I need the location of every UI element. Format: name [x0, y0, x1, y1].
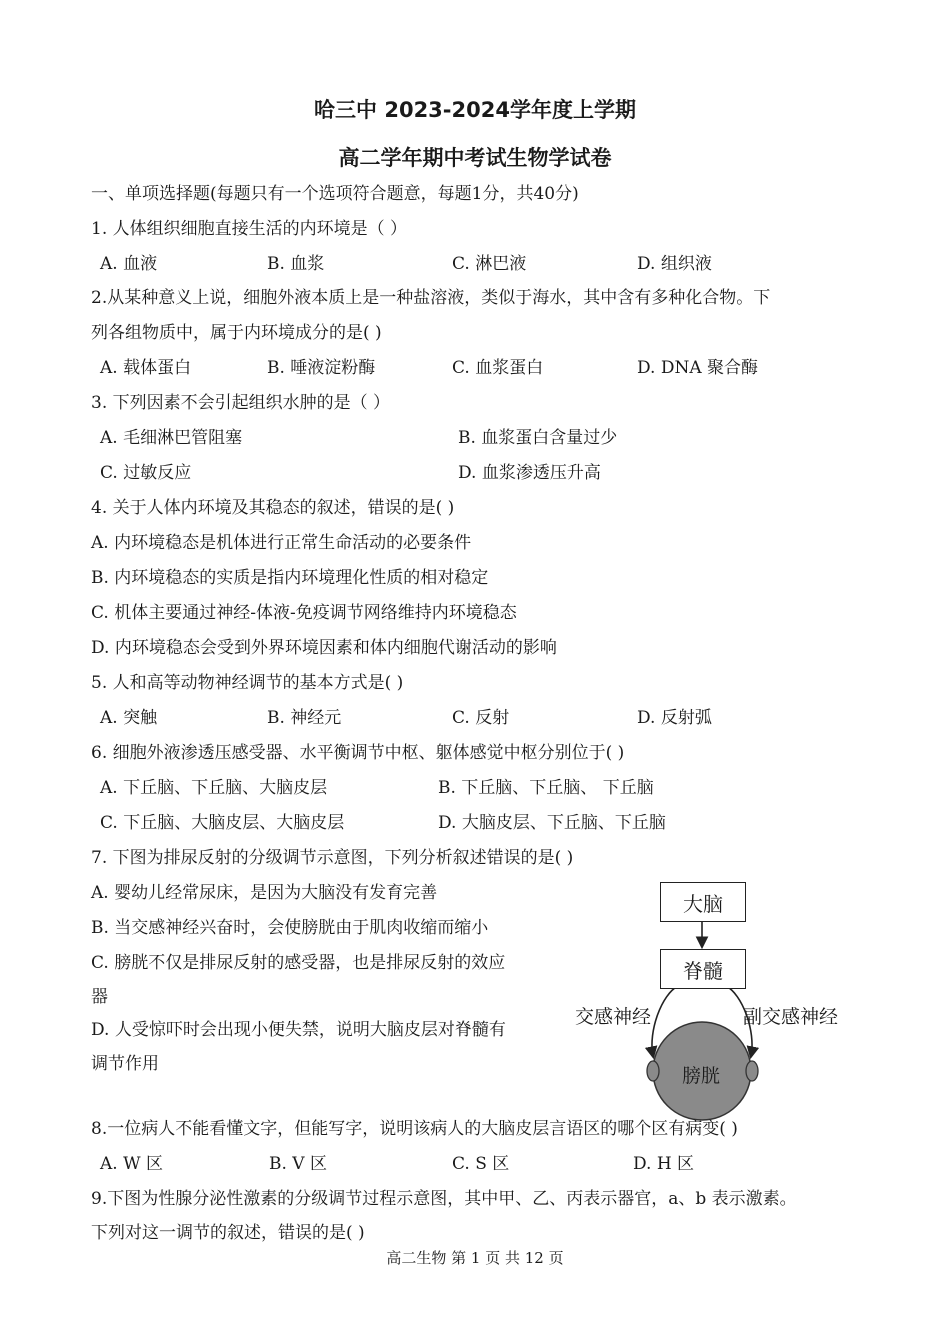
- q9-stem-line1: 9.下图为性腺分泌性激素的分级调节过程示意图，其中甲、乙、丙表示器官，a、b 表示激素。: [91, 1189, 797, 1209]
- sympathetic-nerve-label: 交感神经: [575, 1006, 652, 1028]
- q8-option-c: C. S 区: [452, 1154, 510, 1174]
- q6-option-c: C. 下丘脑、大脑皮层、大脑皮层: [100, 813, 345, 833]
- q6-stem: 6. 细胞外液渗透压感受器、水平衡调节中枢、躯体感觉中枢分别位于( ): [91, 743, 625, 763]
- q7-option-c-line2: 器: [91, 987, 108, 1007]
- q4-option-a: A. 内环境稳态是机体进行正常生命活动的必要条件: [91, 533, 472, 553]
- q1-option-a: A. 血液: [100, 254, 158, 274]
- q7-stem: 7. 下图为排尿反射的分级调节示意图，下列分析叙述错误的是( ): [91, 848, 574, 868]
- q3-stem: 3. 下列因素不会引起组织水肿的是（ ）: [91, 393, 391, 413]
- q7-option-d-line2: 调节作用: [91, 1054, 159, 1074]
- spinal-cord-box: 脊髓: [660, 949, 746, 989]
- section-heading: 一、单项选择题(每题只有一个选项符合题意，每题1分，共40分): [91, 184, 579, 204]
- q5-option-c: C. 反射: [452, 708, 510, 728]
- q6-option-d: D. 大脑皮层、下丘脑、下丘脑: [438, 813, 666, 833]
- q3-option-c: C. 过敏反应: [100, 463, 192, 483]
- q4-stem: 4. 关于人体内环境及其稳态的叙述，错误的是( ): [91, 498, 455, 518]
- q1-option-d: D. 组织液: [637, 254, 712, 274]
- exam-subtitle: 高二学年期中考试生物学试卷: [338, 146, 612, 170]
- q3-option-d: D. 血浆渗透压升高: [458, 463, 601, 483]
- q7-option-a: A. 婴幼儿经常尿床，是因为大脑没有发育完善: [91, 883, 438, 903]
- q2-option-c: C. 血浆蛋白: [452, 358, 544, 378]
- q8-stem: 8.一位病人不能看懂文字，但能写字，说明该病人的大脑皮层言语区的哪个区有病变( ): [91, 1119, 738, 1139]
- q4-option-c: C. 机体主要通过神经-体液-免疫调节网络维持内环境稳态: [91, 603, 517, 623]
- q4-option-b: B. 内环境稳态的实质是指内环境理化性质的相对稳定: [91, 568, 489, 588]
- bladder-label: 膀胱: [682, 1065, 721, 1087]
- brain-box: 大脑: [660, 882, 746, 922]
- q5-stem: 5. 人和高等动物神经调节的基本方式是( ): [91, 673, 404, 693]
- q6-option-b: B. 下丘脑、下丘脑、 下丘脑: [438, 778, 654, 798]
- parasympathetic-nerve-label: 副交感神经: [743, 1006, 839, 1028]
- q3-option-a: A. 毛细淋巴管阻塞: [100, 428, 243, 448]
- q5-option-a: A. 突触: [100, 708, 158, 728]
- q2-option-b: B. 唾液淀粉酶: [267, 358, 376, 378]
- q8-option-d: D. H 区: [633, 1154, 695, 1174]
- q5-option-b: B. 神经元: [267, 708, 342, 728]
- q2-option-a: A. 载体蛋白: [100, 358, 192, 378]
- q3-option-b: B. 血浆蛋白含量过少: [458, 428, 618, 448]
- q5-option-d: D. 反射弧: [637, 708, 712, 728]
- q1-option-b: B. 血浆: [267, 254, 325, 274]
- bladder-left-node: [647, 1061, 659, 1081]
- q1-option-c: C. 淋巴液: [452, 254, 527, 274]
- q8-option-a: A. W 区: [100, 1154, 163, 1174]
- q4-option-d: D. 内环境稳态会受到外界环境因素和体内细胞代谢活动的影响: [91, 638, 557, 658]
- page-footer: 高二生物 第 1 页 共 12 页: [386, 1249, 564, 1267]
- q2-stem-line2: 列各组物质中，属于内环境成分的是( ): [91, 323, 382, 343]
- q2-stem-line1: 2.从某种意义上说，细胞外液本质上是一种盐溶液，类似于海水，其中含有多种化合物。下: [91, 288, 771, 308]
- q7-option-c-line1: C. 膀胱不仅是排尿反射的感受器，也是排尿反射的效应: [91, 953, 506, 973]
- q9-stem-line2: 下列对这一调节的叙述，错误的是( ): [91, 1223, 365, 1243]
- bladder-right-node: [746, 1061, 758, 1081]
- q2-option-d: D. DNA 聚合酶: [637, 358, 759, 378]
- q7-option-b: B. 当交感神经兴奋时，会使膀胱由于肌肉收缩而缩小: [91, 918, 489, 938]
- q7-option-d-line1: D. 人受惊吓时会出现小便失禁，说明大脑皮层对脊髓有: [91, 1020, 506, 1040]
- q8-option-b: B. V 区: [269, 1154, 327, 1174]
- q6-option-a: A. 下丘脑、下丘脑、大脑皮层: [100, 778, 328, 798]
- exam-title: 哈三中 2023-2024学年度上学期: [314, 98, 636, 122]
- q1-stem: 1. 人体组织细胞直接生活的内环境是（ ）: [91, 219, 408, 239]
